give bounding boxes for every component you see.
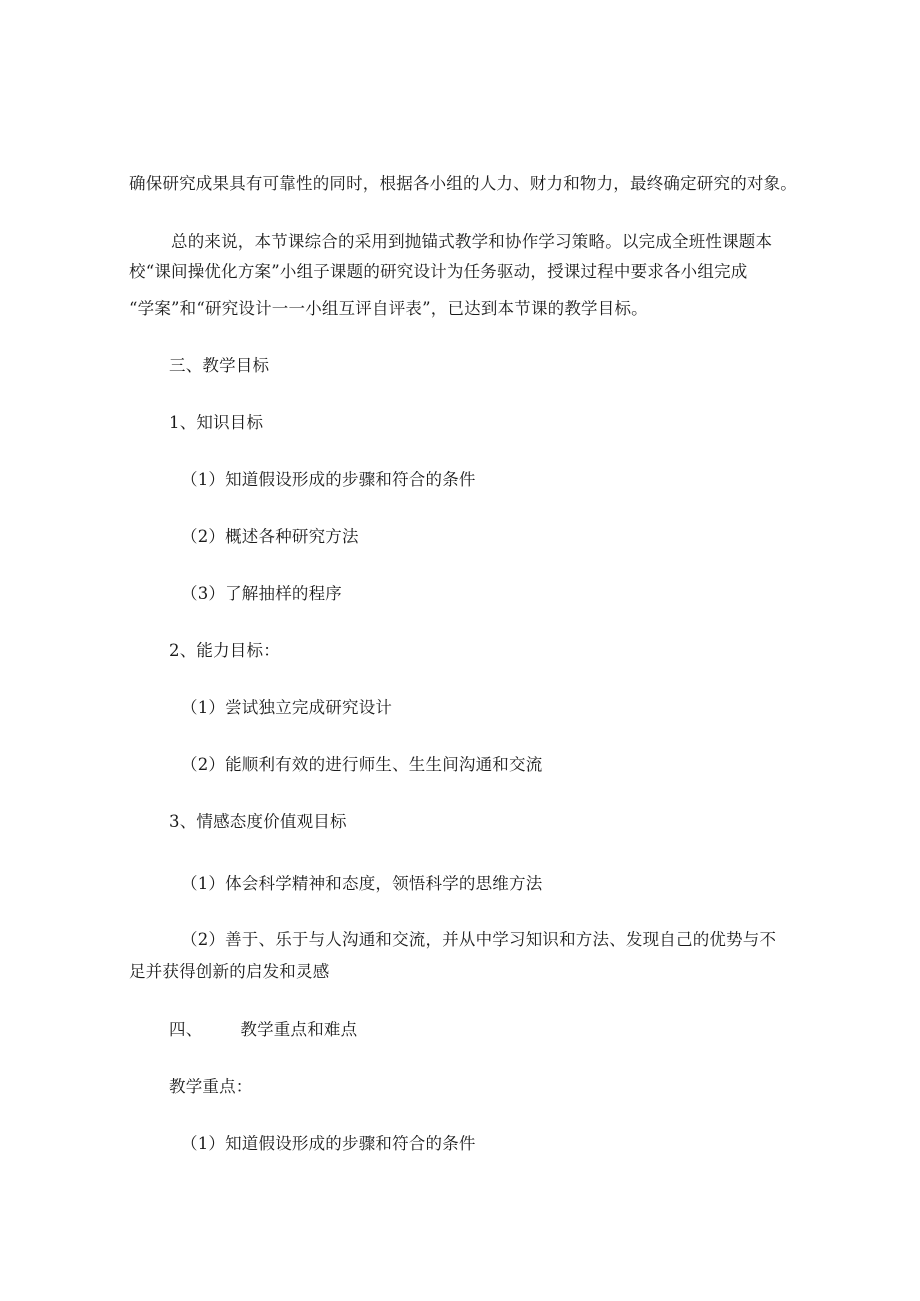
knowledge-goal-item: （1）知道假设形成的步骤和符合的条件 bbox=[181, 470, 476, 489]
ability-goals-heading: 2、能力目标： bbox=[169, 641, 280, 660]
ability-goal-item: （2）能顺利有效的进行师生、生生间沟通和交流 bbox=[181, 755, 543, 774]
knowledge-goals-heading: 1、知识目标 bbox=[169, 413, 264, 432]
section-4-title: 教学重点和难点 bbox=[240, 1020, 358, 1039]
summary-line-1: 总的来说，本节课综合的采用到抛锚式教学和协作学习策略。以完成全班性课题本 bbox=[171, 232, 773, 251]
knowledge-goal-item: （3）了解抽样的程序 bbox=[181, 584, 342, 603]
section-4-number: 四、 bbox=[169, 1020, 203, 1039]
key-point-item: （1）知道假设形成的步骤和符合的条件 bbox=[181, 1134, 476, 1153]
section-3-heading: 三、教学目标 bbox=[169, 356, 270, 375]
ability-goal-item: （1）尝试独立完成研究设计 bbox=[181, 698, 393, 717]
summary-line-2: 校“课间操优化方案”小组子课题的研究设计为任务驱动，授课过程中要求各小组完成 bbox=[129, 262, 748, 281]
key-points-label: 教学重点： bbox=[169, 1077, 253, 1096]
attitude-goal-item-line-2: 足并获得创新的启发和灵感 bbox=[129, 962, 330, 981]
paragraph-intro-end: 确保研究成果具有可靠性的同时，根据各小组的人力、财力和物力，最终确定研究的对象。 bbox=[129, 174, 797, 193]
section-4-heading bbox=[169, 1020, 357, 1040]
attitude-goals-heading: 3、情感态度价值观目标 bbox=[169, 812, 347, 831]
knowledge-goal-item: （2）概述各种研究方法 bbox=[181, 527, 359, 546]
attitude-goal-item-line-1: （2）善于、乐于与人沟通和交流，并从中学习知识和方法、发现自己的优势与不 bbox=[181, 930, 777, 949]
summary-line-3: “学案”和“研究设计一一小组互评自评表”，已达到本节课的教学目标。 bbox=[129, 299, 648, 318]
attitude-goal-item: （1）体会科学精神和态度，领悟科学的思维方法 bbox=[181, 874, 543, 893]
